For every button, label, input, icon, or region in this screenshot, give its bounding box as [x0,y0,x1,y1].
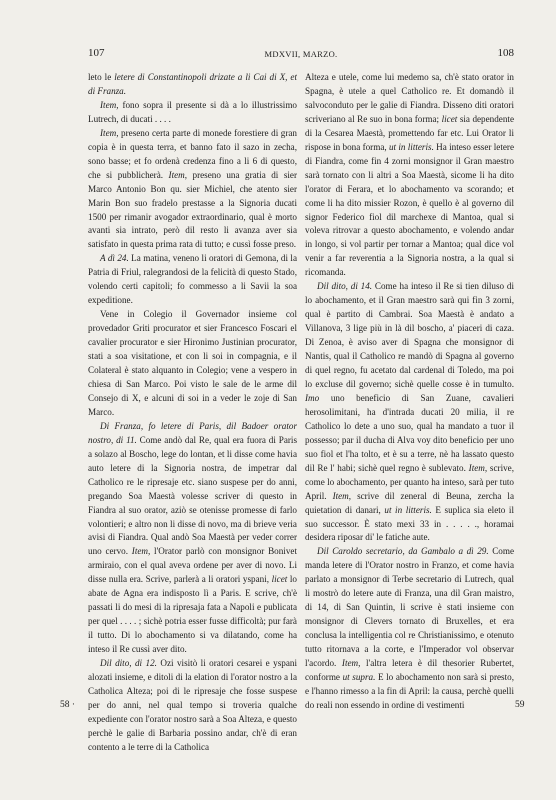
italic-text: ut supra. [342,671,376,682]
italic-text: licet [271,574,288,585]
body-text: scrive dil zeneral di Beuna, zercha la quietation di danari, [305,490,514,515]
paragraph [305,280,514,545]
italic-text: Item, [100,99,119,110]
italic-text: Item, [468,462,488,473]
italic-text: letere di Constantinopoli drizate a li Cai di X, et di Franza. [88,72,297,96]
italic-text: Dil dito, di 14. [317,281,373,292]
paragraph [88,657,297,755]
page-number-right: 108 [497,47,514,59]
body-text: scrive, come lo abochamento, per quanto ha inteso, sarà per tuto April. [305,462,514,501]
body-text: Come andò dal Re, qual era fuora di Paris a solazo al Boscho, lege do lontan, et li disse come havia auto letere di la Signoria nostra, de impetrar dal Catholico re le ripresaje etc. siano suspese per do anni, pregando Soa Maestà volesse scriver di questo in Fiandra al suo orator, aziò se otenisse promesse di farlo volontieri; e altro non li disse di novo, ma di brieve veria avisi di Fiandra. Qual andò Soa Maestà per veder correr uno cervo. [88,434,297,557]
left-text-column [88,71,297,776]
italic-text: Imo [305,392,320,403]
body-text: preseno certa parte di monede forestiere di gran copia è in questa terra, et banno fato il sazo in zecha, sono basse; et fo ordenà credenza fino a li 6 di questo, che si pubblicherà. [88,127,297,180]
right-text-column [305,71,514,776]
page-number-left: 107 [88,47,105,59]
italic-text: Item, [168,169,188,180]
body-text: lo abate de Agna era indisposto lì a Paris. E scrive, ch'è passati li do mesi di la ripresaja fata a Napoli e publicata per quel . . . . ; sichè potria esser fusse difficoltà; pur farà il tutto. Di lo abochamento si va dilatando, come ha inteso il Re cussì aver dito. [88,574,297,655]
italic-text: ut in litteris. [384,504,432,515]
italic-text: Item, [341,658,361,669]
paragraph [88,420,297,657]
body-text: Come ha inteso il Re si tien diluso di lo abochamento, et il Gran maestro sarà qui fin 3 zorni, qual è partito di Cambrai. Soa Maestà è andato a Villanova, 3 lige più in là dil boscho, a' piaceri di caza. Di Zenoa, è aviso aver di Spagna che monsignor di Nantis, qual il Catholico re mandò di Spagna al governo di quel regno, fu acetato dal cardenal di Toledo, ma poi lo excluse dil governo; sichè quelle cosse è in tumulto. [305,281,514,389]
body-text: sia dependente di la Cesarea Maestà, promettendo far etc. Lui Orator li rispose in bona forma, [305,113,514,152]
italic-text: licet [441,113,458,124]
body-text: leto le [88,72,115,82]
margin-folio-left: 58 · [60,700,76,710]
italic-text: A dì 24. [100,253,129,264]
paragraph [88,71,297,99]
paragraph [88,308,297,420]
italic-text: Di Franza, fo letere di Paris, dil Badoer orator nostro, di 11. [88,420,297,445]
body-text: Come manda letere di l'Orator nostro in Franzo, et come havia parlato a monsignor di Terbe secretario di Lutrech, qual li mostrò do letere aute di Franza, una dil Gran maistro, di 14, di San Quintin, li scrive è stati insieme con monsignor di Clevers tornato di Bruxelles, et era conclusa la intelligentia col re Christianissimo, e otenuto tutto ritornava a la corte, e l'Imperador vol observar l'acordo. [305,546,514,669]
italic-text: Item, [332,490,352,501]
body-text: l'Orator parlò con monsignor Bonivet armiraio, con el qual aveva ordene per aver di novo. Li disse nulla era. Scrive, parlerà a li oratori yspani, [88,546,297,585]
body-text: Alteza e utele, come lui medemo sa, ch'è stato orator in Spagna, è utele a quel Catholico re. Et domandò il salvoconduto per le galie di Fiandra. Disseno diti oratori scriveriano al Re suo in bona forma; [305,72,514,124]
body-text: preseno una gratia di sier Marco Antonio Bon qu. sier Michiel, che atento sier Marin Bon suo fradelo prestasse a la Signoria ducati 1500 per rimanir avogador extraordinario, qual è morto avanti sia intrato, però dil resto li avanza aver sia satisfato in questa prima rata di tutto; e cussì fosse preso. [88,169,297,250]
body-text: fono sopra il presente si dà a lo illustrissimo Lutrech, di ducati . . . . [88,99,297,124]
body-text: E suplica sia eleto il suo successor. È stato mexi 33 in . . . . ., horamai desidera riposar di' le fatiche aute. [305,504,514,543]
paragraph [305,545,514,712]
italic-text: Dil dito, di 12. [100,658,157,669]
body-text: uno beneficio di San Zuane, cavalieri herosolimitani, ha d'intrada ducati 20 milia, il re Catholico lo dete a uno suo, qual ha mandato a tuor il possesso; par il ducha di Alva voy dito beneficio per uno suo fiol et l'ha tolto, et è su a terre, nè ha lassato questo dil Re l' habi; sichè quel regno è sublevato. [305,392,514,473]
body-text: La matina, veneno li oratori di Gemona, di la Patria di Friul, ralegrandosi de la felicità di questo Stado, volendo certi capitoli; fo commesso a li Savii la soa expeditione. [88,253,297,306]
italic-text: ut in litteris. [388,141,434,152]
margin-folio-right: 59 [515,700,525,710]
body-text: Ozi visitò li oratori cesarei e yspani alozati insieme, e ditoli di la elation di l'orator nostro a la Catholica Alteza; poi di le ripresaje che fosse suspese per do anni, nel qual tempo si troveria qualche expediente con l'orator nostro sarà a Soa Alteza, e questo perchè le galie di Barbaria possino andar, ch'è di eran contento a le terre di la Catholica [88,658,297,752]
paragraph [88,127,297,253]
body-text: Vene in Colegio il Governador insieme col provedador Griti procurator et sier Francesco Foscari el cavalier procurator e sier Hironimo Justinian procurator, stati a soa visitatione, et con li soi in compagnia, e il Colateral è stato alquanto in Colegio; vene a vespero in chiesa di San Marco. Poi visto le sale de le arme dil Consejo di X, e alcuni di soi in a veder le zoje di San Marco. [88,309,297,417]
body-text: E lo abochamento non sarà si presto, e l'hanno rimesso a la fin di April: la causa, perchè quelli do reali non essendo in ordine di vestimenti [305,671,514,710]
paragraph [305,71,514,280]
page-header [88,47,514,61]
italic-text: Item, [100,127,119,138]
paragraph [88,252,297,308]
body-text: l'altra letera è dil thesorier Rubertet, conforme [305,658,514,682]
paragraph [88,99,297,127]
italic-text: Dil Caroldo secretario, da Gambalo a dì 29. [317,546,489,557]
italic-text: Item, [131,546,151,557]
running-title: MDXVII, MARZO. [264,49,338,59]
body-text: Ha inteso esser letere di Fiandra, come fin 4 zorni monsignor il Gran maestro sarà tornato con li altri a Soa Maestà, sicome li ha dito l'orator di Ferara, et lo abochamento va scorando; et come li ha dito missier Rozon, è quello è al governo dil signor Federico fiol dil marchexe di Mantoa, qual si voleva ritrovar a questo abochamento, e volendo andar in longo, si vol partir per tornar a Mantoa; qual dice vol venir a far reverentia a la Signoria nostra, a la qual si ricomanda. [305,141,514,278]
